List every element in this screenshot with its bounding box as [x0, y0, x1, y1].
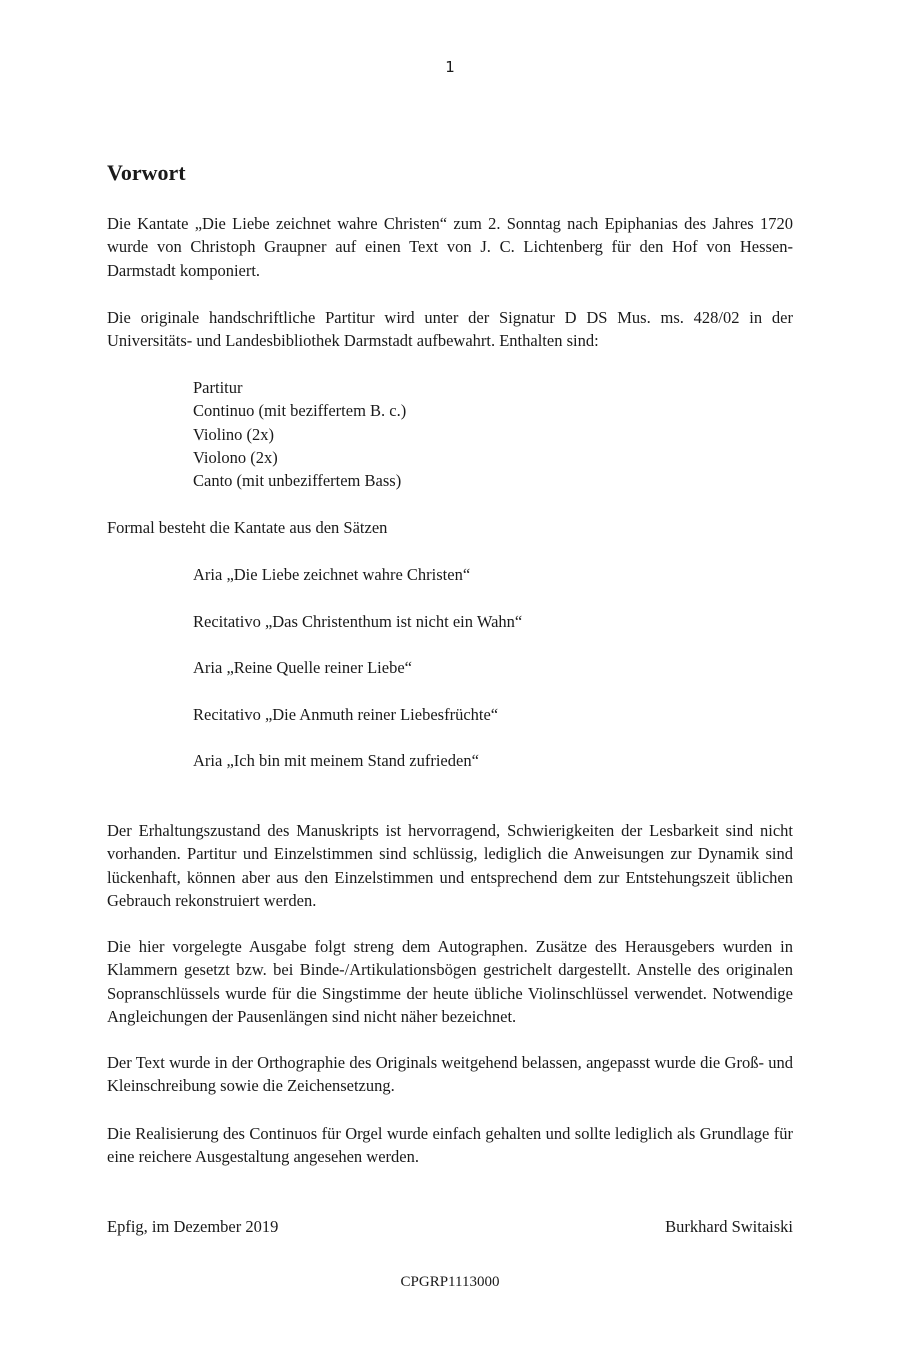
condition-paragraph: Der Erhaltungszustand des Manuskripts ist hervorragend, Schwierigkeiten der Lesbarkeit sind nicht vorhanden. Partitur und Einzelstimmen sind schlüssig, lediglich die Anweisungen zur Dynamik sind lückenhaft, können aber aus den Einzelstimmen und entsprechend dem zur Entstehungszeit üblichen Gebrauch rekonstruiert werden.	[107, 821, 793, 910]
list-item: Continuo (mit beziffertem B. c.)	[193, 401, 407, 421]
movement-item: Aria „Ich bin mit meinem Stand zufrieden“	[193, 751, 479, 770]
list-item: Partitur	[193, 378, 243, 397]
movement-item: Aria „Reine Quelle reiner Liebe“	[193, 658, 412, 677]
manuscript-paragraph: Die originale handschriftliche Partitur wird unter der Signatur D DS Mus. ms. 428/02 in der Universitäts- und Landesbibliothek Darmstadt aufbewahrt. Enthalten sind:	[107, 308, 793, 351]
movements-intro: Formal besteht die Kantate aus den Sätzen	[107, 518, 388, 537]
edition-paragraph: Die hier vorgelegte Ausgabe folgt streng dem Autographen. Zusätze des Herausgebers wurden in Klammern gesetzt bzw. bei Binde-/Artikulationsbögen gestrichelt dargestellt. Anstelle des originalen Sopranschlüssels wurde für die Singstimme der heute übliche Violinschlüssel verwendet. Notwendige Angleichungen der Pausenlängen sind nicht näher bezeichnet.	[107, 937, 793, 1026]
movement-item: Recitativo „Das Christenthum ist nicht ein Wahn“	[193, 611, 523, 631]
list-item: Violono (2x)	[193, 447, 278, 467]
continuo-paragraph: Die Realisierung des Continuos für Orgel wurde einfach gehalten und sollte lediglich als Grundlage für eine reichere Ausgestaltung angesehen werden.	[107, 1124, 793, 1167]
list-item: Violino (2x)	[193, 424, 275, 444]
list-item: Canto (mit unbeziffertem Bass)	[193, 471, 402, 491]
intro-paragraph: Die Kantate „Die Liebe zeichnet wahre Christen“ zum 2. Sonntag nach Epiphanias des Jahres 1720 wurde von Christoph Graupner auf einen Text von J. C. Lichtenberg für den Hof von Hessen-Darmstadt komponiert.	[107, 214, 793, 280]
movement-item: Aria „Die Liebe zeichnet wahre Christen“	[193, 565, 471, 584]
catalog-number: CPGRP1113000	[400, 1274, 500, 1290]
place-date: Epfig, im Dezember 2019	[107, 1217, 279, 1236]
movement-item: Recitativo „Die Anmuth reiner Liebesfrüchte“	[193, 704, 499, 724]
author-name: Burkhard Switaiski	[665, 1217, 793, 1236]
contents-list	[193, 376, 406, 492]
signoff	[107, 1215, 793, 1238]
page-number: 1	[445, 58, 455, 76]
page-title: Vorwort	[107, 160, 186, 185]
movements-list	[193, 563, 522, 796]
orthography-paragraph: Der Text wurde in der Orthographie des Originals weitgehend belassen, angepasst wurde die Groß- und Kleinschreibung sowie die Zeichensetzung.	[107, 1053, 793, 1096]
